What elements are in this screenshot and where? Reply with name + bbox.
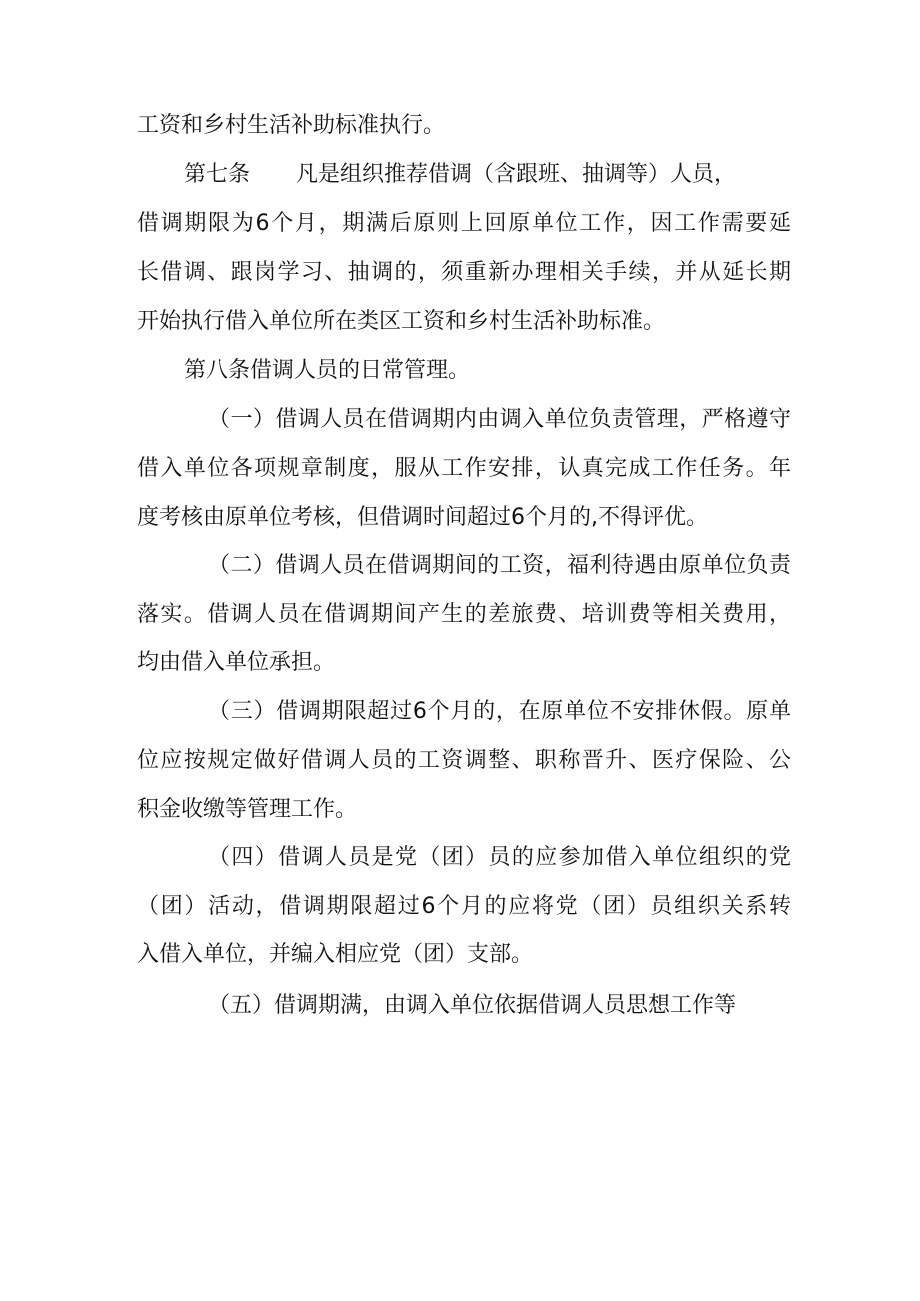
clause-four-line: （四）借调人员是党（团）员的应参加借入单位组织的党 xyxy=(208,845,791,870)
paragraph-line: 入借入单位，并编入相应党（团）支部。 xyxy=(137,942,534,967)
article-text: 凡是组织推荐借调（含跟班、抽调等）人员， xyxy=(296,162,737,187)
paragraph-line: 位应按规定做好借调人员的工资调整、职称晋升、医疗保险、公 xyxy=(137,748,791,773)
clause-three-line: （三）借调期限超过6个月的，在原单位不安排休假。原单 xyxy=(208,699,791,724)
paragraph-line: （团）活动，借调期限超过6个月的应将党（团）员组织关系转 xyxy=(137,894,791,919)
paragraph-line: 落实。借调人员在借调期间产生的差旅费、培训费等相关费用， xyxy=(137,602,791,627)
paragraph-line: 积金收缴等管理工作。 xyxy=(137,797,358,822)
paragraph-line: 借入单位各项规章制度，服从工作安排，认真完成工作任务。年 xyxy=(137,456,791,481)
article-eight-heading: 第八条借调人员的日常管理。 xyxy=(184,358,471,383)
clause-five-line: （五）借调期满，由调入单位依据借调人员思想工作等 xyxy=(208,993,737,1018)
article-number: 第七条 xyxy=(184,162,251,187)
clause-two-line: （二）借调人员在借调期间的工资，福利待遇由原单位负责 xyxy=(208,553,791,578)
paragraph-line: 长借调、跟岗学习、抽调的，须重新办理相关手续，并从延长期 xyxy=(137,260,791,285)
paragraph-line: 度考核由原单位考核，但借调时间超过6个月的,不得评优。 xyxy=(137,505,708,530)
paragraph-line: 借调期限为6个月，期满后原则上回原单位工作，因工作需要延 xyxy=(137,211,791,236)
paragraph-line: 开始执行借入单位所在类区工资和乡村生活补助标准。 xyxy=(137,309,666,334)
clause-one-line: （一）借调人员在借调期内由调入单位负责管理，严格遵守 xyxy=(208,407,791,432)
paragraph-line: 工资和乡村生活补助标准执行。 xyxy=(137,113,446,138)
article-seven-line xyxy=(184,155,791,195)
paragraph-line: 均由借入单位承担。 xyxy=(137,650,336,675)
